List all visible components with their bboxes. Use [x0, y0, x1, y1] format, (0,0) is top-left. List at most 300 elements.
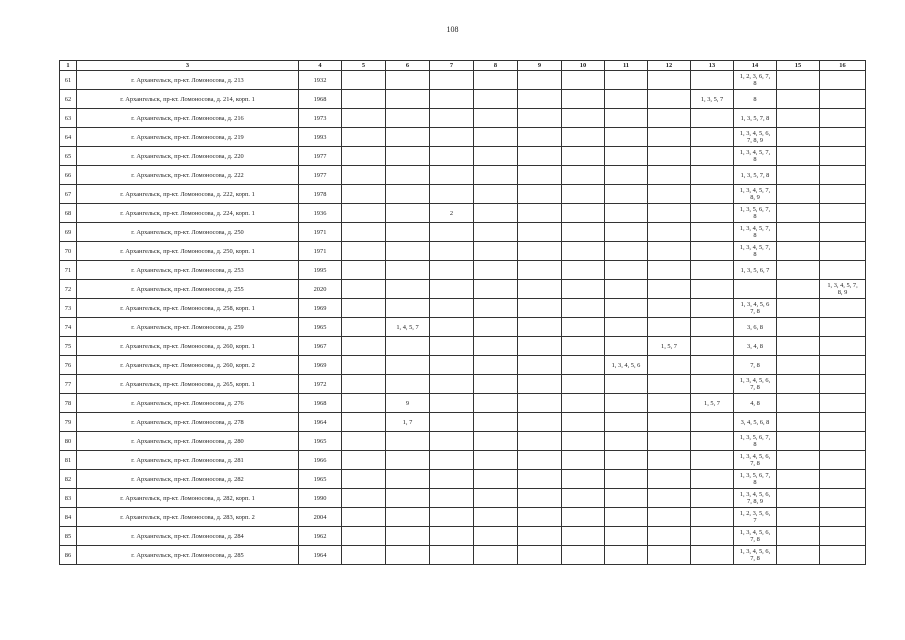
- column-13-cell: [691, 223, 734, 242]
- column-5-cell: [342, 128, 386, 147]
- column-14-cell: 1, 3, 5, 6, 7, 8: [734, 204, 777, 223]
- address-cell: г. Архангельск, пр-кт. Ломоносова, д. 253: [77, 261, 299, 280]
- column-7-cell: [430, 375, 474, 394]
- column-12-cell: [648, 128, 691, 147]
- column-13-cell: [691, 128, 734, 147]
- column-7-cell: [430, 166, 474, 185]
- column-8-cell: [474, 204, 518, 223]
- column-7-cell: [430, 451, 474, 470]
- column-11-cell: [605, 185, 648, 204]
- column-5-cell: [342, 394, 386, 413]
- column-16-cell: [820, 128, 866, 147]
- year-cell: 1993: [299, 128, 342, 147]
- column-16-cell: [820, 261, 866, 280]
- column-15-cell: [777, 223, 820, 242]
- address-cell: г. Архангельск, пр-кт. Ломоносова, д. 282, корп. 1: [77, 489, 299, 508]
- column-11-cell: [605, 109, 648, 128]
- column-7-cell: [430, 128, 474, 147]
- column-6-cell: [386, 299, 430, 318]
- column-15-cell: [777, 489, 820, 508]
- column-11-cell: [605, 204, 648, 223]
- column-15-cell: [777, 356, 820, 375]
- column-6-cell: [386, 527, 430, 546]
- column-16-cell: [820, 242, 866, 261]
- year-cell: 1965: [299, 470, 342, 489]
- column-14-cell: 3, 4, 5, 6, 8: [734, 413, 777, 432]
- column-7-cell: [430, 109, 474, 128]
- column-6-cell: [386, 204, 430, 223]
- column-9-cell: [518, 71, 562, 90]
- table-row: [60, 185, 866, 204]
- column-15-cell: [777, 204, 820, 223]
- row-number: 67: [60, 185, 77, 204]
- address-cell: г. Архангельск, пр-кт. Ломоносова, д. 250: [77, 223, 299, 242]
- column-9-cell: [518, 375, 562, 394]
- column-13-cell: [691, 413, 734, 432]
- row-number: 73: [60, 299, 77, 318]
- column-5-cell: [342, 147, 386, 166]
- column-5-cell: [342, 71, 386, 90]
- column-7-cell: [430, 413, 474, 432]
- row-number: 74: [60, 318, 77, 337]
- column-6-cell: [386, 489, 430, 508]
- column-14-cell: 1, 3, 4, 5, 6, 7, 8, 9: [734, 489, 777, 508]
- column-16-cell: [820, 90, 866, 109]
- column-14-cell: 1, 3, 4, 5, 7, 8, 9: [734, 185, 777, 204]
- column-10-cell: [562, 527, 605, 546]
- column-6-cell: [386, 280, 430, 299]
- year-cell: 1990: [299, 489, 342, 508]
- column-7-cell: [430, 527, 474, 546]
- column-5-cell: [342, 527, 386, 546]
- column-14-cell: 1, 3, 4, 5, 6, 7, 8: [734, 451, 777, 470]
- column-header-4: 4: [299, 61, 342, 71]
- column-13-cell: [691, 147, 734, 166]
- address-cell: г. Архангельск, пр-кт. Ломоносова, д. 214, корп. 1: [77, 90, 299, 109]
- table-row: [60, 527, 866, 546]
- column-6-cell: [386, 375, 430, 394]
- column-11-cell: [605, 337, 648, 356]
- column-16-cell: [820, 337, 866, 356]
- year-cell: 1936: [299, 204, 342, 223]
- column-10-cell: [562, 394, 605, 413]
- column-16-cell: [820, 109, 866, 128]
- column-9-cell: [518, 185, 562, 204]
- column-12-cell: [648, 185, 691, 204]
- column-16-cell: [820, 489, 866, 508]
- column-16-cell: [820, 413, 866, 432]
- address-cell: г. Архангельск, пр-кт. Ломоносова, д. 222: [77, 166, 299, 185]
- address-cell: г. Архангельск, пр-кт. Ломоносова, д. 219: [77, 128, 299, 147]
- column-9-cell: [518, 451, 562, 470]
- column-10-cell: [562, 204, 605, 223]
- column-16-cell: [820, 71, 866, 90]
- column-16-cell: [820, 375, 866, 394]
- column-14-cell: 1, 3, 5, 6, 7: [734, 261, 777, 280]
- address-cell: г. Архангельск, пр-кт. Ломоносова, д. 282: [77, 470, 299, 489]
- column-10-cell: [562, 185, 605, 204]
- column-14-cell: 1, 2, 3, 5, 6, 7: [734, 508, 777, 527]
- column-16-cell: [820, 432, 866, 451]
- table-row: [60, 432, 866, 451]
- column-9-cell: [518, 261, 562, 280]
- column-15-cell: [777, 508, 820, 527]
- column-14-cell: 1, 3, 5, 7, 8: [734, 109, 777, 128]
- table-row: [60, 489, 866, 508]
- column-header-13: 13: [691, 61, 734, 71]
- year-cell: 1971: [299, 223, 342, 242]
- row-number: 81: [60, 451, 77, 470]
- column-7-cell: [430, 432, 474, 451]
- table-row: [60, 299, 866, 318]
- column-14-cell: 3, 4, 8: [734, 337, 777, 356]
- column-14-cell: 8: [734, 90, 777, 109]
- column-header-3: 3: [77, 61, 299, 71]
- column-12-cell: [648, 451, 691, 470]
- column-12-cell: [648, 375, 691, 394]
- column-11-cell: [605, 71, 648, 90]
- row-number: 61: [60, 71, 77, 90]
- row-number: 77: [60, 375, 77, 394]
- column-5-cell: [342, 242, 386, 261]
- column-13-cell: [691, 71, 734, 90]
- year-cell: 1964: [299, 413, 342, 432]
- column-8-cell: [474, 109, 518, 128]
- column-6-cell: [386, 90, 430, 109]
- column-16-cell: [820, 470, 866, 489]
- column-8-cell: [474, 261, 518, 280]
- column-13-cell: [691, 261, 734, 280]
- column-14-cell: 1, 3, 5, 6, 7, 8: [734, 470, 777, 489]
- column-header-15: 15: [777, 61, 820, 71]
- address-cell: г. Архангельск, пр-кт. Ломоносова, д. 283, корп. 2: [77, 508, 299, 527]
- year-cell: 1965: [299, 318, 342, 337]
- column-8-cell: [474, 546, 518, 565]
- column-5-cell: [342, 546, 386, 565]
- column-16-cell: 1, 3, 4, 5, 7, 8, 9: [820, 280, 866, 299]
- year-cell: 2004: [299, 508, 342, 527]
- column-6-cell: [386, 546, 430, 565]
- column-8-cell: [474, 242, 518, 261]
- column-8-cell: [474, 147, 518, 166]
- table-row: [60, 318, 866, 337]
- column-15-cell: [777, 470, 820, 489]
- column-7-cell: [430, 90, 474, 109]
- column-9-cell: [518, 546, 562, 565]
- page-number: 108: [446, 25, 459, 34]
- column-7-cell: [430, 318, 474, 337]
- year-cell: 1972: [299, 375, 342, 394]
- column-10-cell: [562, 242, 605, 261]
- row-number: 78: [60, 394, 77, 413]
- table-row: [60, 546, 866, 565]
- column-14-cell: 7, 8: [734, 356, 777, 375]
- column-7-cell: [430, 71, 474, 90]
- column-5-cell: [342, 318, 386, 337]
- column-14-cell: 1, 2, 3, 6, 7, 8: [734, 71, 777, 90]
- column-5-cell: [342, 204, 386, 223]
- column-11-cell: [605, 546, 648, 565]
- column-7-cell: [430, 470, 474, 489]
- column-10-cell: [562, 166, 605, 185]
- column-6-cell: 9: [386, 394, 430, 413]
- column-15-cell: [777, 394, 820, 413]
- column-9-cell: [518, 204, 562, 223]
- column-8-cell: [474, 489, 518, 508]
- column-8-cell: [474, 508, 518, 527]
- address-cell: г. Архангельск, пр-кт. Ломоносова, д. 216: [77, 109, 299, 128]
- column-8-cell: [474, 432, 518, 451]
- column-header-6: 6: [386, 61, 430, 71]
- column-16-cell: [820, 356, 866, 375]
- column-15-cell: [777, 71, 820, 90]
- year-cell: 2020: [299, 280, 342, 299]
- row-number: 84: [60, 508, 77, 527]
- column-10-cell: [562, 356, 605, 375]
- column-9-cell: [518, 337, 562, 356]
- table-body: [60, 71, 866, 565]
- column-10-cell: [562, 280, 605, 299]
- column-11-cell: [605, 242, 648, 261]
- year-cell: 1965: [299, 432, 342, 451]
- table-row: [60, 71, 866, 90]
- column-6-cell: 1, 4, 5, 7: [386, 318, 430, 337]
- column-8-cell: [474, 71, 518, 90]
- column-10-cell: [562, 451, 605, 470]
- column-8-cell: [474, 128, 518, 147]
- column-15-cell: [777, 337, 820, 356]
- table-row: [60, 90, 866, 109]
- column-10-cell: [562, 261, 605, 280]
- column-13-cell: [691, 109, 734, 128]
- column-5-cell: [342, 261, 386, 280]
- column-12-cell: [648, 413, 691, 432]
- column-15-cell: [777, 299, 820, 318]
- column-5-cell: [342, 356, 386, 375]
- column-11-cell: [605, 394, 648, 413]
- column-10-cell: [562, 375, 605, 394]
- column-11-cell: [605, 451, 648, 470]
- column-16-cell: [820, 299, 866, 318]
- table-row: [60, 128, 866, 147]
- row-number: 85: [60, 527, 77, 546]
- year-cell: 1977: [299, 147, 342, 166]
- address-cell: г. Архангельск, пр-кт. Ломоносова, д. 278: [77, 413, 299, 432]
- year-cell: 1962: [299, 527, 342, 546]
- column-5-cell: [342, 109, 386, 128]
- column-6-cell: [386, 470, 430, 489]
- column-11-cell: [605, 166, 648, 185]
- address-cell: г. Архангельск, пр-кт. Ломоносова, д. 213: [77, 71, 299, 90]
- column-12-cell: [648, 147, 691, 166]
- column-15-cell: [777, 546, 820, 565]
- column-7-cell: [430, 280, 474, 299]
- column-8-cell: [474, 299, 518, 318]
- column-5-cell: [342, 299, 386, 318]
- column-13-cell: [691, 508, 734, 527]
- column-7-cell: 2: [430, 204, 474, 223]
- year-cell: 1977: [299, 166, 342, 185]
- column-8-cell: [474, 280, 518, 299]
- column-13-cell: [691, 318, 734, 337]
- column-7-cell: [430, 147, 474, 166]
- table-row: [60, 204, 866, 223]
- column-13-cell: [691, 166, 734, 185]
- column-5-cell: [342, 166, 386, 185]
- column-11-cell: [605, 470, 648, 489]
- column-9-cell: [518, 147, 562, 166]
- row-number: 66: [60, 166, 77, 185]
- column-13-cell: [691, 375, 734, 394]
- column-header-1: 1: [60, 61, 77, 71]
- column-6-cell: [386, 185, 430, 204]
- column-10-cell: [562, 318, 605, 337]
- column-14-cell: 1, 3, 4, 5, 6, 7, 8: [734, 527, 777, 546]
- column-11-cell: [605, 375, 648, 394]
- row-number: 72: [60, 280, 77, 299]
- year-cell: 1995: [299, 261, 342, 280]
- column-header-8: 8: [474, 61, 518, 71]
- table-row: [60, 147, 866, 166]
- column-13-cell: [691, 432, 734, 451]
- column-11-cell: [605, 147, 648, 166]
- column-6-cell: [386, 147, 430, 166]
- column-13-cell: [691, 204, 734, 223]
- year-cell: 1968: [299, 90, 342, 109]
- column-15-cell: [777, 242, 820, 261]
- column-11-cell: [605, 527, 648, 546]
- year-cell: 1971: [299, 242, 342, 261]
- table-row: [60, 451, 866, 470]
- column-12-cell: [648, 223, 691, 242]
- column-header-5: 5: [342, 61, 386, 71]
- column-6-cell: [386, 356, 430, 375]
- column-11-cell: [605, 413, 648, 432]
- column-15-cell: [777, 261, 820, 280]
- column-11-cell: [605, 223, 648, 242]
- table-row: [60, 261, 866, 280]
- column-10-cell: [562, 489, 605, 508]
- row-number: 62: [60, 90, 77, 109]
- column-14-cell: 1, 3, 4, 5, 7, 8: [734, 223, 777, 242]
- column-8-cell: [474, 318, 518, 337]
- column-16-cell: [820, 508, 866, 527]
- column-9-cell: [518, 527, 562, 546]
- column-7-cell: [430, 356, 474, 375]
- column-15-cell: [777, 166, 820, 185]
- column-5-cell: [342, 451, 386, 470]
- column-10-cell: [562, 109, 605, 128]
- column-10-cell: [562, 413, 605, 432]
- column-9-cell: [518, 109, 562, 128]
- address-cell: г. Архангельск, пр-кт. Ломоносова, д. 258, корп. 1: [77, 299, 299, 318]
- column-6-cell: [386, 337, 430, 356]
- column-11-cell: [605, 318, 648, 337]
- row-number: 79: [60, 413, 77, 432]
- column-6-cell: [386, 223, 430, 242]
- column-14-cell: 1, 3, 4, 5, 6, 7, 8, 9: [734, 128, 777, 147]
- address-cell: г. Архангельск, пр-кт. Ломоносова, д. 222, корп. 1: [77, 185, 299, 204]
- row-number: 86: [60, 546, 77, 565]
- column-14-cell: 3, 6, 8: [734, 318, 777, 337]
- column-14-cell: 1, 3, 4, 5, 6, 7, 8: [734, 375, 777, 394]
- column-13-cell: [691, 527, 734, 546]
- column-15-cell: [777, 128, 820, 147]
- column-13-cell: [691, 470, 734, 489]
- column-7-cell: [430, 261, 474, 280]
- column-12-cell: [648, 71, 691, 90]
- column-14-cell: 4, 8: [734, 394, 777, 413]
- column-9-cell: [518, 166, 562, 185]
- column-12-cell: [648, 432, 691, 451]
- column-9-cell: [518, 413, 562, 432]
- column-8-cell: [474, 185, 518, 204]
- column-10-cell: [562, 432, 605, 451]
- row-number: 82: [60, 470, 77, 489]
- column-9-cell: [518, 489, 562, 508]
- column-9-cell: [518, 128, 562, 147]
- column-11-cell: [605, 261, 648, 280]
- column-5-cell: [342, 413, 386, 432]
- column-12-cell: 1, 5, 7: [648, 337, 691, 356]
- table-row: [60, 242, 866, 261]
- buildings-table: [59, 60, 866, 565]
- year-cell: 1967: [299, 337, 342, 356]
- column-11-cell: [605, 299, 648, 318]
- column-6-cell: [386, 166, 430, 185]
- column-8-cell: [474, 470, 518, 489]
- column-11-cell: [605, 508, 648, 527]
- address-cell: г. Архангельск, пр-кт. Ломоносова, д. 255: [77, 280, 299, 299]
- table-row: [60, 109, 866, 128]
- column-12-cell: [648, 527, 691, 546]
- column-11-cell: 1, 3, 4, 5, 6: [605, 356, 648, 375]
- row-number: 65: [60, 147, 77, 166]
- column-9-cell: [518, 280, 562, 299]
- column-header-10: 10: [562, 61, 605, 71]
- column-15-cell: [777, 432, 820, 451]
- column-13-cell: [691, 185, 734, 204]
- column-5-cell: [342, 185, 386, 204]
- column-12-cell: [648, 90, 691, 109]
- column-10-cell: [562, 337, 605, 356]
- column-7-cell: [430, 394, 474, 413]
- column-9-cell: [518, 356, 562, 375]
- column-header-12: 12: [648, 61, 691, 71]
- table-row: [60, 508, 866, 527]
- table-row: [60, 413, 866, 432]
- column-15-cell: [777, 527, 820, 546]
- column-5-cell: [342, 90, 386, 109]
- column-13-cell: [691, 546, 734, 565]
- column-6-cell: [386, 451, 430, 470]
- column-5-cell: [342, 337, 386, 356]
- column-10-cell: [562, 128, 605, 147]
- column-6-cell: [386, 71, 430, 90]
- column-14-cell: 1, 3, 4, 5, 7, 8: [734, 242, 777, 261]
- column-7-cell: [430, 337, 474, 356]
- column-header-14: 14: [734, 61, 777, 71]
- column-15-cell: [777, 280, 820, 299]
- column-10-cell: [562, 299, 605, 318]
- column-16-cell: [820, 147, 866, 166]
- column-15-cell: [777, 375, 820, 394]
- column-15-cell: [777, 451, 820, 470]
- column-7-cell: [430, 299, 474, 318]
- column-15-cell: [777, 318, 820, 337]
- column-12-cell: [648, 261, 691, 280]
- column-10-cell: [562, 223, 605, 242]
